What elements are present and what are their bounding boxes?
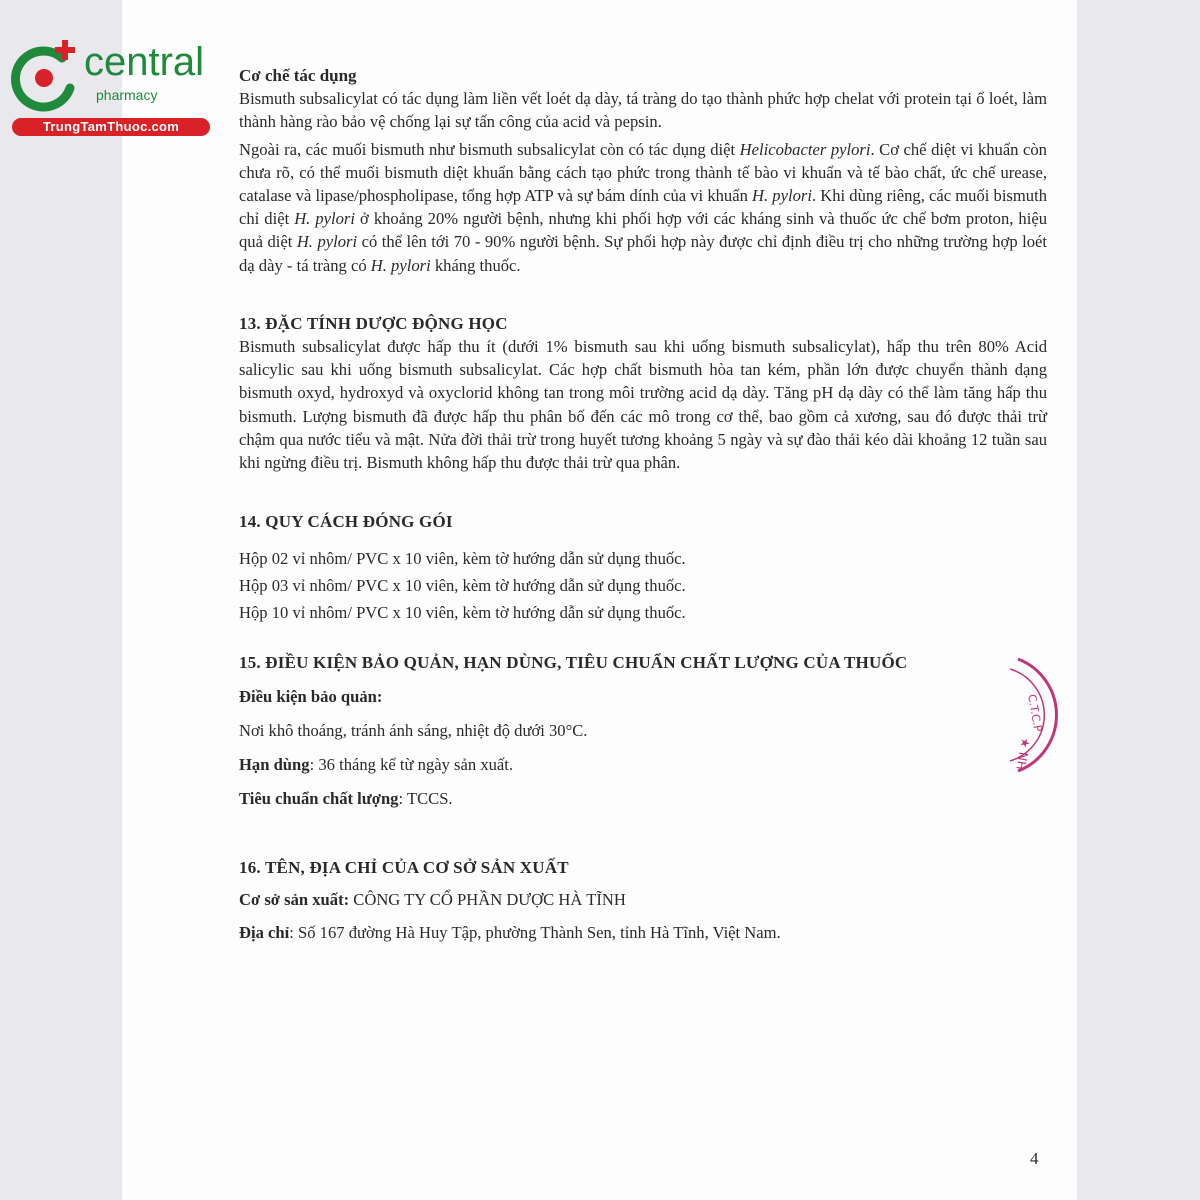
storage-label: Điều kiện bảo quản: [239,687,383,707]
section-13-body: Bismuth subsalicylat được hấp thu ít (dưới 1% bismuth sau khi uống bismuth subsalicylat), hấp thu trên 80% Acid salicylic sau khi uống bismuth subsalicylat. Các hợp chất bismuth hòa tan kém, phần lớn được chuyển thành dạng bismuth oxyd, hydroxyd và oxyclorid không tan trong môi trường acid dạ dày. Tăng pH dạ dày có thể làm tăng hấp thu bismuth. Lượng bismuth đã được hấp thu phân bố đến các mô trong cơ thể, bao gồm cả xương, sau đó được thải trừ chậm qua nước tiểu và mật. Nửa đời thải trừ trong huyết tương khoảng 5 ngày và sự đào thải kéo dài khoảng 12 tuần sau khi ngừng điều trị. Bismuth không hấp thu được thải trừ qua phân. [239,337,1047,473]
logo-subtitle: pharmacy [96,87,158,103]
logo-website-banner: TrungTamThuoc.com [12,118,210,136]
storage-value: Nơi khô thoáng, tránh ánh sáng, nhiệt độ dưới 30°C. [239,721,588,741]
pharmacy-cross-icon [10,38,82,114]
central-pharmacy-logo [10,38,215,138]
mechanism-title: Cơ chế tác dụng [239,66,357,85]
section-16-heading: 16. TÊN, ĐỊA CHỈ CỦA CƠ SỞ SẢN XUẤT [239,858,569,878]
mechanism-paragraph-2: Ngoài ra, các muối bismuth như bismuth subsalicylat còn có tác dụng diệt Helicobacter pylori. Cơ chế diệt vi khuẩn còn chưa rõ, có thể muối bismuth diệt khuẩn bằng cách tạo phức trong thành tế bào vi khuẩn và tế bào chất, ức chế urease, catalase và lipase/phospholipase, tổng hợp ATP và sự bám dính của vi khuẩn H. pylori. Khi dùng riêng, các muối bismuth chỉ diệt H. pylori ở khoảng 20% người bệnh, nhưng khi phối hợp với các kháng sinh và thuốc ức chế bơm proton, hiệu quả diệt H. pylori có thể lên tới 70 - 90% người bệnh. Sự phối hợp này được chỉ định điều trị cho những trường hợp loét dạ dày - tá tràng có H. pylori kháng thuốc. [239,139,1047,275]
svg-text:C.T.C.P: C.T.C.P [1025,693,1045,733]
company-seal-stamp [1008,655,1064,775]
mechanism-paragraph-1: Bismuth subsalicylat có tác dụng làm liền vết loét dạ dày, tá tràng do tạo thành phức hợp chelat với protein tại ổ loét, làm thành hàng rào bảo vệ chống lại sự tấn công của acid và pepsin. [239,89,1047,132]
expiry-line: Hạn dùng: 36 tháng kể từ ngày sản xuất. [239,755,514,775]
section-15-heading: 15. ĐIỀU KIỆN BẢO QUẢN, HẠN DÙNG, TIÊU CHUẨN CHẤT LƯỢNG CỦA THUỐC [239,653,908,673]
document-content [239,64,1047,946]
manufacturer-line: Cơ sở sản xuất: CÔNG TY CỔ PHẦN DƯỢC HÀ TĨNH [239,890,626,910]
quality-line: Tiêu chuẩn chất lượng: TCCS. [239,789,453,809]
page-number: 4 [1030,1149,1039,1168]
section-14-heading: 14. QUY CÁCH ĐÓNG GÓI [239,512,453,532]
packaging-line: Hộp 03 vỉ nhôm/ PVC x 10 viên, kèm tờ hướng dẫn sử dụng thuốc. [239,576,686,596]
address-line: Địa chỉ: Số 167 đường Hà Huy Tập, phường Thành Sen, tỉnh Hà Tĩnh, Việt Nam. [239,923,781,943]
section-13-heading: 13. ĐẶC TÍNH DƯỢC ĐỘNG HỌC [239,313,508,333]
packaging-line: Hộp 10 vỉ nhôm/ PVC x 10 viên, kèm tờ hướng dẫn sử dụng thuốc. [239,603,686,623]
svg-text:★ NH: ★ NH [1013,736,1033,771]
packaging-line: Hộp 02 vỉ nhôm/ PVC x 10 viên, kèm tờ hướng dẫn sử dụng thuốc. [239,549,686,569]
logo-name: central [84,40,205,84]
